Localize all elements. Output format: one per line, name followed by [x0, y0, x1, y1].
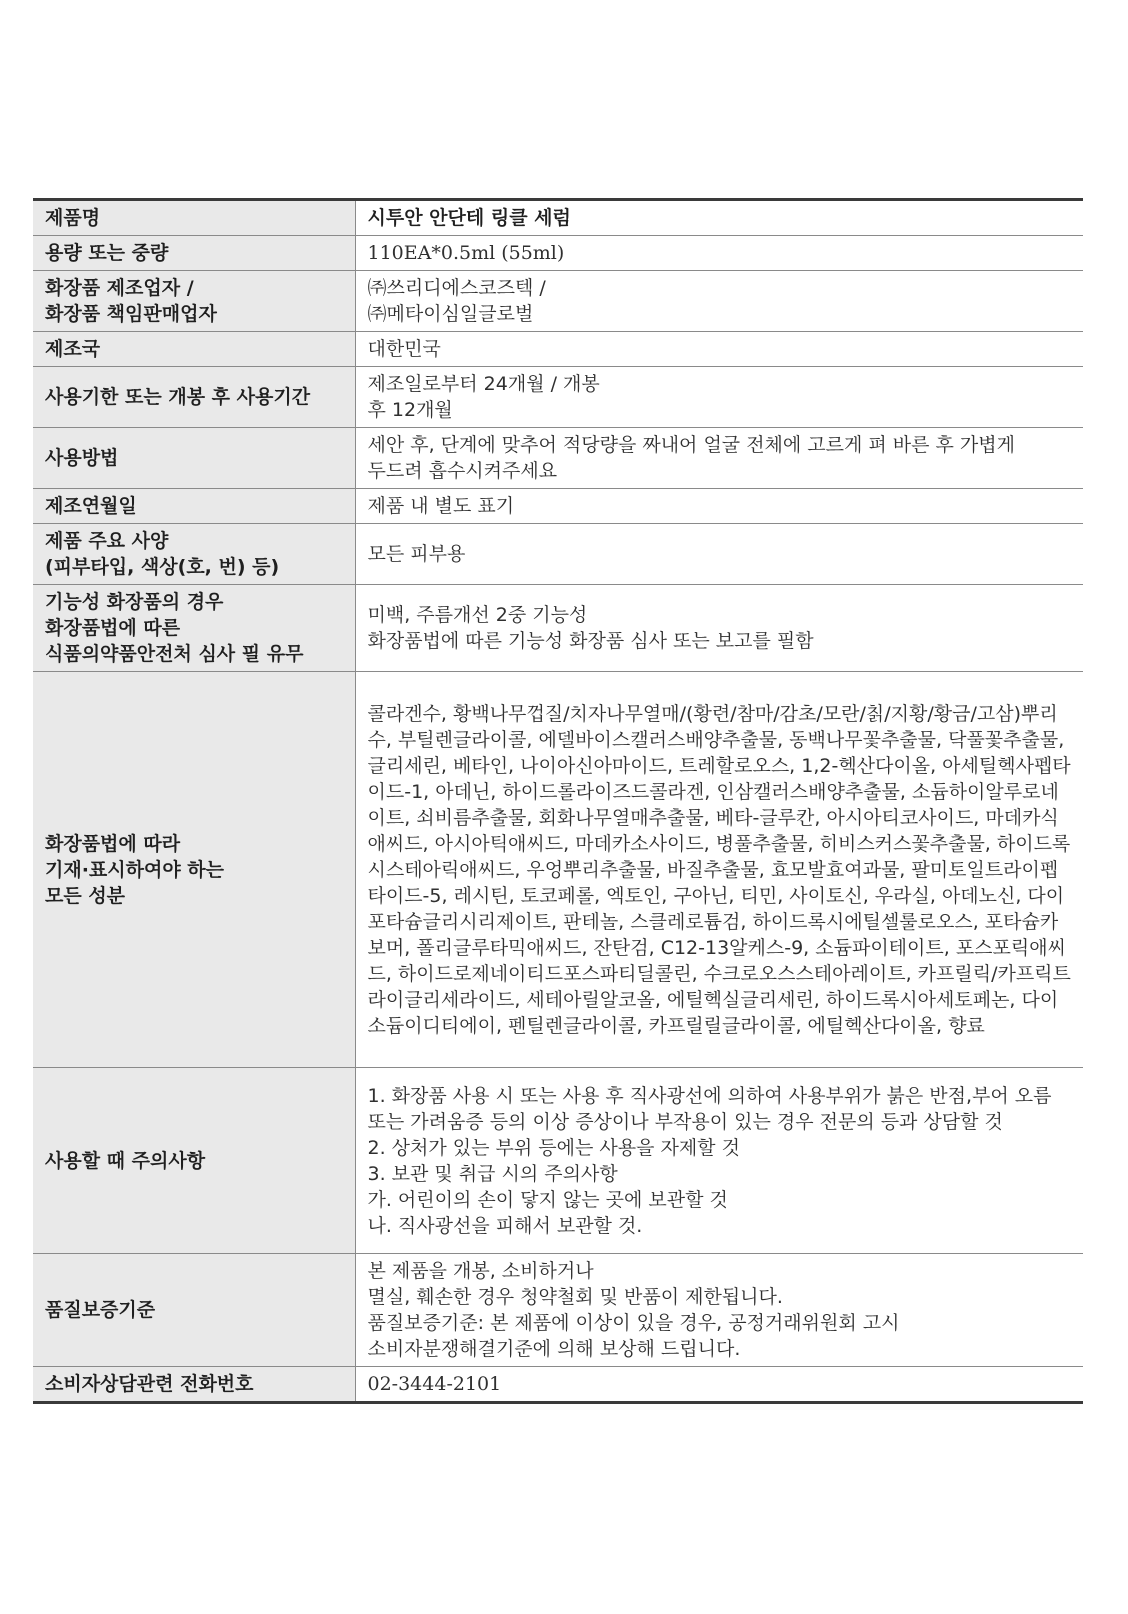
label-volume: 용량 또는 중량 — [33, 236, 355, 271]
label-ingredients: 화장품법에 따라 기재·표시하여야 하는 모든 성분 — [33, 672, 355, 1068]
row-product-name — [33, 200, 1083, 236]
row-functional — [33, 585, 1083, 672]
label-country: 제조국 — [33, 332, 355, 367]
row-quality — [33, 1254, 1083, 1367]
row-ingredients — [33, 672, 1083, 1068]
value-ingredients: 콜라겐수, 황백나무껍질/치자나무열매/(황련/참마/감초/모란/칡/지황/황금/고삼)뿌리수, 부틸렌글라이콜, 에델바이스캘러스배양추출물, 동백나무꽃추출물, 닥풀꽃추출물, 글리세린, 베타인, 나이아신아마이드, 트레할로오스, 1,2-헥산다이올, 아세틸헥사펩타이드-1, 아데닌, 하이드롤라이즈드콜라겐, 인삼캘러스배양추출물, 소듐하이알루로네이트, 쇠비름추출물, 회화나무열매추출물, 베타-글루칸, 아시아티코사이드, 마데카식애씨드, 아시아틱애씨드, 마데카소사이드, 병풀추출물, 히비스커스꽃추출물, 하이드록시스테아릭애씨드, 우엉뿌리추출물, 바질추출물, 효모발효여과물, 팔미토일트라이펩타이드-5, 레시틴, 토코페롤, 엑토인, 구아닌, 티민, 사이토신, 우라실, 아데노신, 다이포타슘글리시리제이트, 판테놀, 스클레로튬검, 하이드록시에틸셀룰로오스, 포타슘카보머, 폴리글루타믹애씨드, 잔탄검, C12-13알케스-9, 소듐파이테이트, 포스포릭애씨드, 하이드로제네이티드포스파티딜콜린, 수크로오스스테아레이트, 카프릴릭/카프릭트라이글리세라이드, 세테아릴알코올, 에틸헥실글리세린, 하이드록시아세토페논, 다이소듐이디티에이, 펜틸렌글라이콜, 카프릴릴글라이콜, 에틸헥산다이올, 향료 — [355, 672, 1083, 1068]
value-quality: 본 제품을 개봉, 소비하거나 멸실, 훼손한 경우 청약철회 및 반품이 제한됩니다. 품질보증기준: 본 제품에 이상이 있을 경우, 공정거래위원회 고시 소비자분쟁해결기준에 의해 보상해 드립니다. — [355, 1254, 1083, 1367]
label-precautions: 사용할 때 주의사항 — [33, 1068, 355, 1254]
row-country — [33, 332, 1083, 367]
label-quality: 품질보증기준 — [33, 1254, 355, 1367]
value-expiry: 제조일로부터 24개월 / 개봉 후 12개월 — [355, 367, 1083, 428]
label-manufacture-date: 제조연월일 — [33, 489, 355, 524]
row-expiry — [33, 367, 1083, 428]
label-manufacturer: 화장품 제조업자 / 화장품 책임판매업자 — [33, 271, 355, 332]
value-manufacture-date: 제품 내 별도 표기 — [355, 489, 1083, 524]
row-spec — [33, 524, 1083, 585]
row-precautions — [33, 1068, 1083, 1254]
value-spec: 모든 피부용 — [355, 524, 1083, 585]
value-product-name: 시투안 안단테 링클 세럼 — [355, 200, 1083, 236]
row-usage — [33, 428, 1083, 489]
value-volume: 110EA*0.5ml (55ml) — [355, 236, 1083, 271]
value-functional: 미백, 주름개선 2중 기능성 화장품법에 따른 기능성 화장품 심사 또는 보고를 필함 — [355, 585, 1083, 672]
label-product-name: 제품명 — [33, 200, 355, 236]
label-phone: 소비자상담관련 전화번호 — [33, 1367, 355, 1403]
product-info-sheet — [33, 198, 1083, 1404]
row-manufacture-date — [33, 489, 1083, 524]
row-phone — [33, 1367, 1083, 1403]
value-phone: 02-3444-2101 — [355, 1367, 1083, 1403]
row-volume — [33, 236, 1083, 271]
product-info-table — [33, 198, 1083, 1404]
value-country: 대한민국 — [355, 332, 1083, 367]
label-expiry: 사용기한 또는 개봉 후 사용기간 — [33, 367, 355, 428]
row-manufacturer — [33, 271, 1083, 332]
value-usage: 세안 후, 단계에 맞추어 적당량을 짜내어 얼굴 전체에 고르게 펴 바른 후 가볍게 두드려 흡수시켜주세요 — [355, 428, 1083, 489]
label-usage: 사용방법 — [33, 428, 355, 489]
value-manufacturer: ㈜쓰리디에스코즈텍 / ㈜메타이심일글로벌 — [355, 271, 1083, 332]
value-precautions: 1. 화장품 사용 시 또는 사용 후 직사광선에 의하여 사용부위가 붉은 반점,부어 오름 또는 가려움증 등의 이상 증상이나 부작용이 있는 경우 전문의 등과 상담할 것 2. 상처가 있는 부위 등에는 사용을 자제할 것 3. 보관 및 취급 시의 주의사항 가. 어린이의 손이 닿지 않는 곳에 보관할 것 나. 직사광선을 피해서 보관할 것. — [355, 1068, 1083, 1254]
label-functional: 기능성 화장품의 경우 화장품법에 따른 식품의약품안전처 심사 필 유무 — [33, 585, 355, 672]
label-spec: 제품 주요 사양 (피부타입, 색상(호, 번) 등) — [33, 524, 355, 585]
